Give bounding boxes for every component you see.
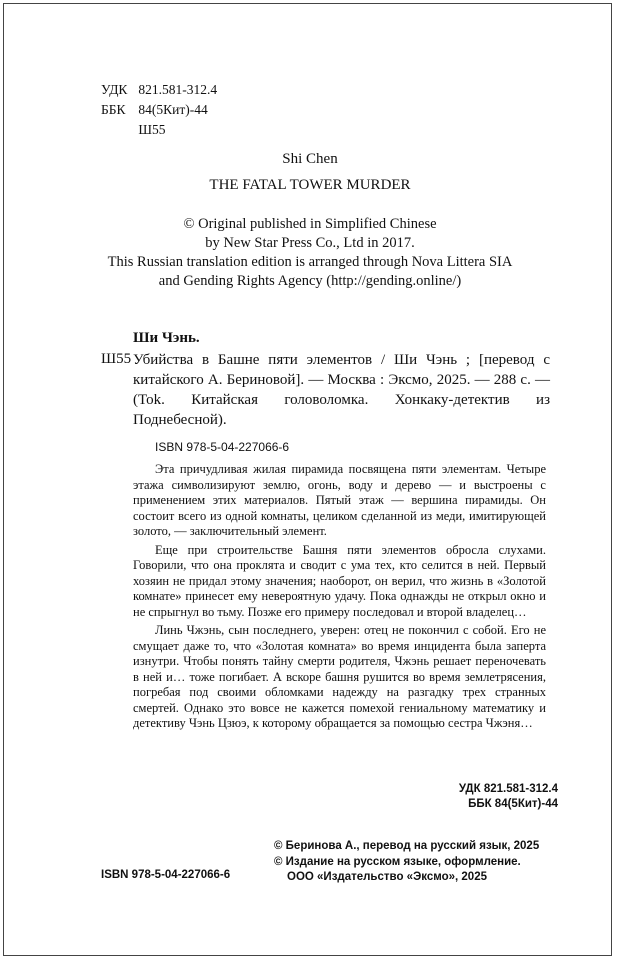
bibliographic-description: Убийства в Башне пяти элементов / Ши Чэнь ; [перевод с китайского А. Бериновой]. — Москва : Эксмо, 2025. — 288 с. — (Tok. Китайская головоломка. Хонкаку-детектив из Поднебесной).: [133, 352, 550, 428]
original-copyright: [70, 215, 550, 291]
bibliographic-isbn: ISBN 978-5-04-227066-6: [155, 440, 290, 454]
annotation-classification: [300, 782, 558, 812]
author-mark-row: [101, 120, 217, 140]
bibliographic-code: Ш55: [101, 351, 132, 367]
footer-isbn: ISBN 978-5-04-227066-6: [101, 869, 231, 881]
original-author: Shi Chen: [282, 151, 338, 167]
udk-value: 821.581-312.4: [138, 82, 218, 97]
udk-row: [101, 80, 217, 100]
annotation-paragraph: Линь Чжэнь, сын последнего, уверен: отец не покончил с собой. Его не смущает даже то, что «Золотая комната» во время инцидента была заперта изнутри. Чтобы понять тайну смерти родителя, Чжэнь решает переночевать в ней и… тоже погибает. А вскоре башня рушится во время землетрясения, погребая под своими обломками надежду на разгадку трех странных смертей. Однако это вовсе не кажется помехой гениальному математику и детективу Чэнь Цзюэ, к которому обращается за помощью сестра Чжэня…: [133, 623, 546, 730]
copyright-line: This Russian translation edition is arranged through Nova Littera SIA: [107, 254, 513, 270]
annotation-paragraph: Эта причудливая жилая пирамида посвящена пяти элементам. Четыре этажа символизируют землю, огонь, воду и дерево — и выстроены с применением этих материалов. Пятый этаж — вершина пирамиды. Он состоит всего из одной комнаты, целиком сделанной из меди, имитирующей золото, — заключительный элемент.: [133, 462, 546, 538]
original-title: THE FATAL TOWER MURDER: [209, 177, 411, 193]
copyright-line: © Original published in Simplified Chinese: [183, 216, 437, 232]
copyright-publisher: ООО «Издательство «Эксмо», 2025: [287, 871, 487, 883]
annotation-paragraph: Еще при строительстве Башня пяти элементов обросла слухами. Говорили, что она проклята и сводит с ума тех, кто селится в ней. Первый хозяин не придал этому значения; наоборот, он верил, что жизнь в «Золотой комнате» принесет ему невероятную удачу. Пока однажды не открыл окно и не спрыгнул во тьму. Позже его примеру последовал и второй владелец…: [133, 542, 546, 619]
bbk-row: [101, 100, 217, 120]
copyright-translation: © Беринова А., перевод на русский язык, 2025: [274, 840, 540, 852]
author-mark: Ш55: [138, 122, 166, 137]
annotation-bbk: ББК 84(5Кит)-44: [468, 798, 558, 810]
footer-copyright: [274, 839, 554, 886]
copyright-edition: © Издание на русском языке, оформление.: [274, 855, 521, 868]
bibliographic-author: Ши Чэнь.: [133, 330, 200, 346]
copyright-line: and Gending Rights Agency (http://gending.online/): [158, 273, 462, 289]
annotation-udk: УДК 821.581-312.4: [458, 783, 558, 795]
bbk-label: ББК: [101, 102, 126, 117]
copyright-line: by New Star Press Co., Ltd in 2017.: [205, 235, 415, 251]
bbk-value: 84(5Кит)-44: [138, 102, 208, 117]
annotation: [133, 462, 546, 735]
udk-label: УДК: [101, 82, 128, 97]
catalog-block: [101, 80, 217, 140]
